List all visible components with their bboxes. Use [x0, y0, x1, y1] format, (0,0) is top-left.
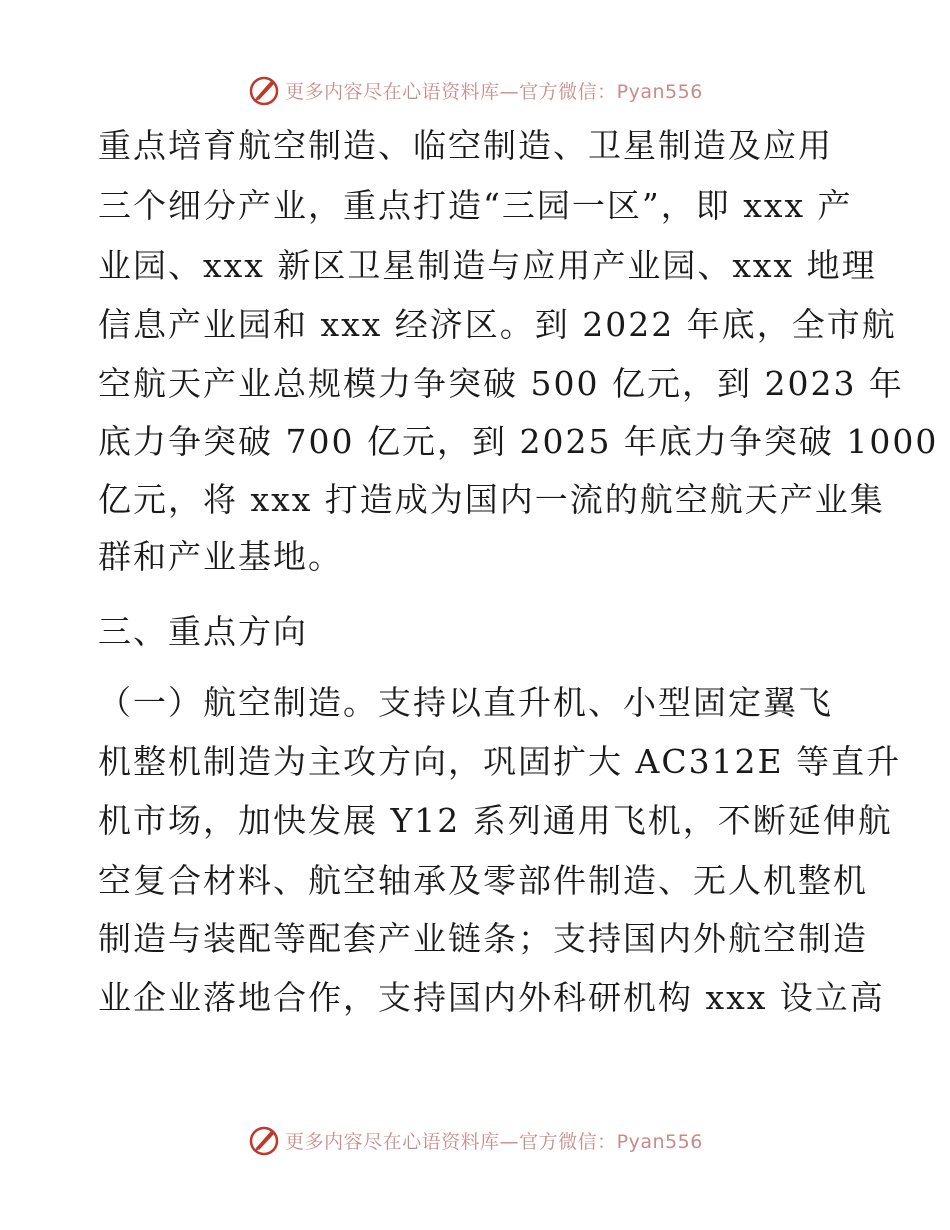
paragraph-line: 业企业落地合作，支持国内外科研机构 xxx 设立高 — [98, 978, 885, 1017]
paragraph-line: 空复合材料、航空轴承及零部件制造、无人机整机 — [98, 861, 868, 900]
paragraph-line: 信息产业园和 xxx 经济区。到 2022 年底，全市航 — [98, 305, 897, 344]
footer-banner — [0, 1120, 950, 1160]
paragraph-line: 重点培育航空制造、临空制造、卫星制造及应用 — [98, 126, 833, 165]
footer-banner-text: 更多内容尽在心语资料库—官方微信：Pyan556 — [285, 1130, 703, 1153]
paragraph-line: 三个细分产业，重点打造“三园一区”，即 xxx 产 — [98, 186, 853, 225]
paragraph-line: 机市场，加快发展 Y12 系列通用飞机，不断延伸航 — [98, 801, 893, 840]
section-heading: 三、重点方向 — [98, 612, 308, 651]
paragraph-line: 亿元，将 xxx 打造成为国内一流的航空航天产业集 — [98, 480, 885, 519]
paragraph-line: 机整机制造为主攻方向，巩固扩大 AC312E 等直升 — [98, 742, 902, 781]
paragraph-line: 群和产业基地。 — [98, 537, 343, 576]
paragraph-line: 空航天产业总规模力争突破 500 亿元，到 2023 年 — [98, 364, 904, 403]
paragraph-line: 业园、xxx 新区卫星制造与应用产业园、xxx 地理 — [98, 246, 877, 285]
paragraph-line: （一）航空制造。支持以直升机、小型固定翼飞 — [98, 683, 833, 722]
header-banner-text: 更多内容尽在心语资料库—官方微信：Pyan556 — [285, 80, 703, 103]
paragraph-line: 底力争突破 700 亿元，到 2025 年底力争突破 1000 — [98, 422, 939, 461]
paragraph-line: 制造与装配等配套产业链条；支持国内外航空制造 — [98, 919, 868, 958]
feather-logo-icon — [247, 1123, 281, 1157]
